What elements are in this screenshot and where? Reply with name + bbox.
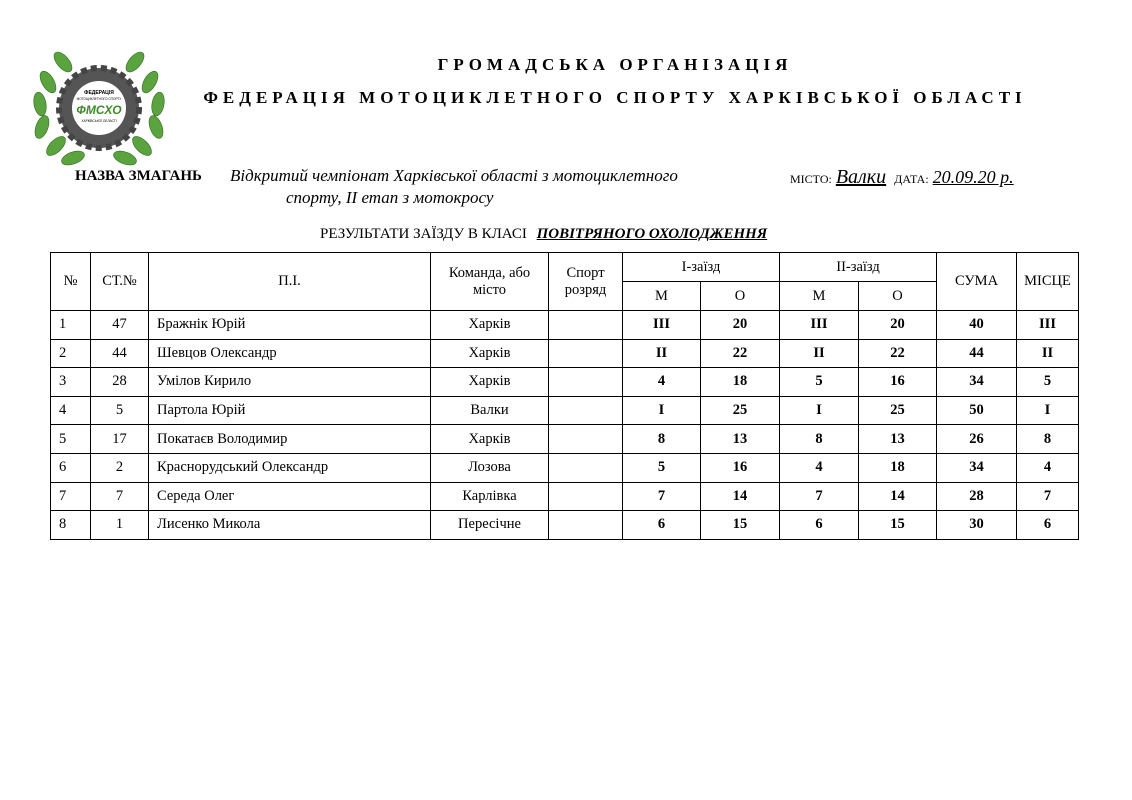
results-table <box>50 252 1079 540</box>
cell-race1-o: 15 <box>701 511 780 540</box>
cell-name: Умілов Кирило <box>149 368 431 397</box>
cell-sum: 44 <box>937 339 1017 368</box>
header-sum: СУМА <box>937 253 1017 311</box>
header-race1-o: О <box>701 282 780 311</box>
cell-race2-o: 25 <box>859 396 937 425</box>
cell-race1-o: 25 <box>701 396 780 425</box>
cell-rank <box>549 453 623 482</box>
header-rank: Спорт розряд <box>549 253 623 311</box>
header-race1-m: М <box>623 282 701 311</box>
cell-team: Валки <box>431 396 549 425</box>
cell-race2-o: 15 <box>859 511 937 540</box>
cell-race2-m: 5 <box>780 368 859 397</box>
logo-abbr: ФМСХО <box>76 103 122 117</box>
org-title: ГРОМАДСЬКА ОРГАНІЗАЦІЯ <box>437 55 793 74</box>
cell-no: 8 <box>51 511 91 540</box>
cell-place: І <box>1017 396 1079 425</box>
cell-rank <box>549 339 623 368</box>
cell-race1-o: 16 <box>701 453 780 482</box>
cell-race1-m: ІІІ <box>623 311 701 340</box>
cell-race1-m: 5 <box>623 453 701 482</box>
cell-name: Покатаєв Володимир <box>149 425 431 454</box>
cell-team: Лозова <box>431 453 549 482</box>
cell-race2-m: 8 <box>780 425 859 454</box>
table-row <box>51 425 1079 454</box>
cell-race2-o: 18 <box>859 453 937 482</box>
cell-name: Бражнік Юрій <box>149 311 431 340</box>
cell-no: 2 <box>51 339 91 368</box>
event-name-line2: спорту, ІІ етап з мотокросу <box>286 188 494 207</box>
cell-rank <box>549 425 623 454</box>
header-team: Команда, або місто <box>431 253 549 311</box>
cell-no: 3 <box>51 368 91 397</box>
cell-race1-m: 7 <box>623 482 701 511</box>
cell-race1-o: 13 <box>701 425 780 454</box>
cell-no: 5 <box>51 425 91 454</box>
cell-start-number: 1 <box>91 511 149 540</box>
class-name: ПОВІТРЯНОГО ОХОЛОДЖЕННЯ <box>536 226 768 242</box>
cell-place: ІІ <box>1017 339 1079 368</box>
cell-start-number: 17 <box>91 425 149 454</box>
city-label: МІСТО: <box>790 172 832 186</box>
cell-start-number: 2 <box>91 453 149 482</box>
table-row <box>51 368 1079 397</box>
table-row <box>51 339 1079 368</box>
cell-name: Краснорудський Олександр <box>149 453 431 482</box>
cell-rank <box>549 396 623 425</box>
cell-rank <box>549 368 623 397</box>
logo-text-region: ХАРКІВСЬКОЇ ОБЛАСТІ <box>81 119 117 123</box>
header-race2-m: М <box>780 282 859 311</box>
city-value: Валки <box>835 166 887 188</box>
cell-place: 7 <box>1017 482 1079 511</box>
cell-race2-o: 16 <box>859 368 937 397</box>
logo-text-moto: МОТОЦИКЛЕТНОГО СПОРТУ <box>76 97 122 101</box>
cell-race2-m: ІІ <box>780 339 859 368</box>
cell-start-number: 47 <box>91 311 149 340</box>
date-value: 20.09.20 р. <box>932 167 1014 187</box>
cell-name: Партола Юрій <box>149 396 431 425</box>
header-no: № <box>51 253 91 311</box>
cell-place: ІІІ <box>1017 311 1079 340</box>
cell-rank <box>549 511 623 540</box>
cell-start-number: 7 <box>91 482 149 511</box>
header-name: П.І. <box>149 253 431 311</box>
results-heading <box>320 226 767 243</box>
cell-race1-m: 6 <box>623 511 701 540</box>
cell-race2-m: 7 <box>780 482 859 511</box>
cell-no: 6 <box>51 453 91 482</box>
cell-name: Середа Олег <box>149 482 431 511</box>
cell-sum: 26 <box>937 425 1017 454</box>
cell-sum: 34 <box>937 453 1017 482</box>
cell-start-number: 28 <box>91 368 149 397</box>
cell-sum: 28 <box>937 482 1017 511</box>
header-start-number: СТ.№ <box>91 253 149 311</box>
cell-sum: 50 <box>937 396 1017 425</box>
federation-title: ФЕДЕРАЦІЯ МОТОЦИКЛЕТНОГО СПОРТУ ХАРКІВСЬКОЇ ОБЛАСТІ <box>203 88 1027 107</box>
cell-race1-m: І <box>623 396 701 425</box>
cell-race2-m: ІІІ <box>780 311 859 340</box>
cell-race1-m: 4 <box>623 368 701 397</box>
table-row <box>51 511 1079 540</box>
cell-race2-o: 14 <box>859 482 937 511</box>
cell-no: 1 <box>51 311 91 340</box>
cell-sum: 34 <box>937 368 1017 397</box>
cell-team: Харків <box>431 368 549 397</box>
cell-race2-m: 6 <box>780 511 859 540</box>
cell-place: 8 <box>1017 425 1079 454</box>
event-name-label: НАЗВА ЗМАГАНЬ <box>75 168 202 184</box>
date-label: ДАТА: <box>894 172 929 186</box>
cell-team: Харків <box>431 425 549 454</box>
cell-rank <box>549 482 623 511</box>
cell-race2-o: 22 <box>859 339 937 368</box>
table-row <box>51 453 1079 482</box>
cell-no: 7 <box>51 482 91 511</box>
cell-race2-m: І <box>780 396 859 425</box>
city-date <box>790 166 1014 189</box>
cell-race2-m: 4 <box>780 453 859 482</box>
cell-place: 6 <box>1017 511 1079 540</box>
cell-team: Карлівка <box>431 482 549 511</box>
cell-name: Шевцов Олександр <box>149 339 431 368</box>
table-row <box>51 311 1079 340</box>
cell-team: Пересічне <box>431 511 549 540</box>
table-row <box>51 396 1079 425</box>
cell-sum: 40 <box>937 311 1017 340</box>
cell-race1-m: 8 <box>623 425 701 454</box>
cell-start-number: 44 <box>91 339 149 368</box>
cell-race1-o: 14 <box>701 482 780 511</box>
cell-race1-o: 18 <box>701 368 780 397</box>
table-row <box>51 482 1079 511</box>
header-race2: ІІ-заїзд <box>780 253 937 282</box>
cell-race2-o: 13 <box>859 425 937 454</box>
event-name-line1: Відкритий чемпіонат Харківської області з мотоциклетного <box>230 166 678 185</box>
header-race2-o: О <box>859 282 937 311</box>
cell-no: 4 <box>51 396 91 425</box>
cell-team: Харків <box>431 311 549 340</box>
cell-name: Лисенко Микола <box>149 511 431 540</box>
results-title: РЕЗУЛЬТАТИ ЗАЇЗДУ В КЛАСІ <box>320 226 527 242</box>
header-race1: І-заїзд <box>623 253 780 282</box>
cell-rank <box>549 311 623 340</box>
cell-place: 5 <box>1017 368 1079 397</box>
cell-team: Харків <box>431 339 549 368</box>
cell-place: 4 <box>1017 453 1079 482</box>
cell-start-number: 5 <box>91 396 149 425</box>
cell-race1-o: 22 <box>701 339 780 368</box>
cell-race2-o: 20 <box>859 311 937 340</box>
logo-text-federation: ФЕДЕРАЦІЯ <box>84 90 114 96</box>
cell-sum: 30 <box>937 511 1017 540</box>
header-place: МІСЦЕ <box>1017 253 1079 311</box>
cell-race1-o: 20 <box>701 311 780 340</box>
cell-race1-m: ІІ <box>623 339 701 368</box>
